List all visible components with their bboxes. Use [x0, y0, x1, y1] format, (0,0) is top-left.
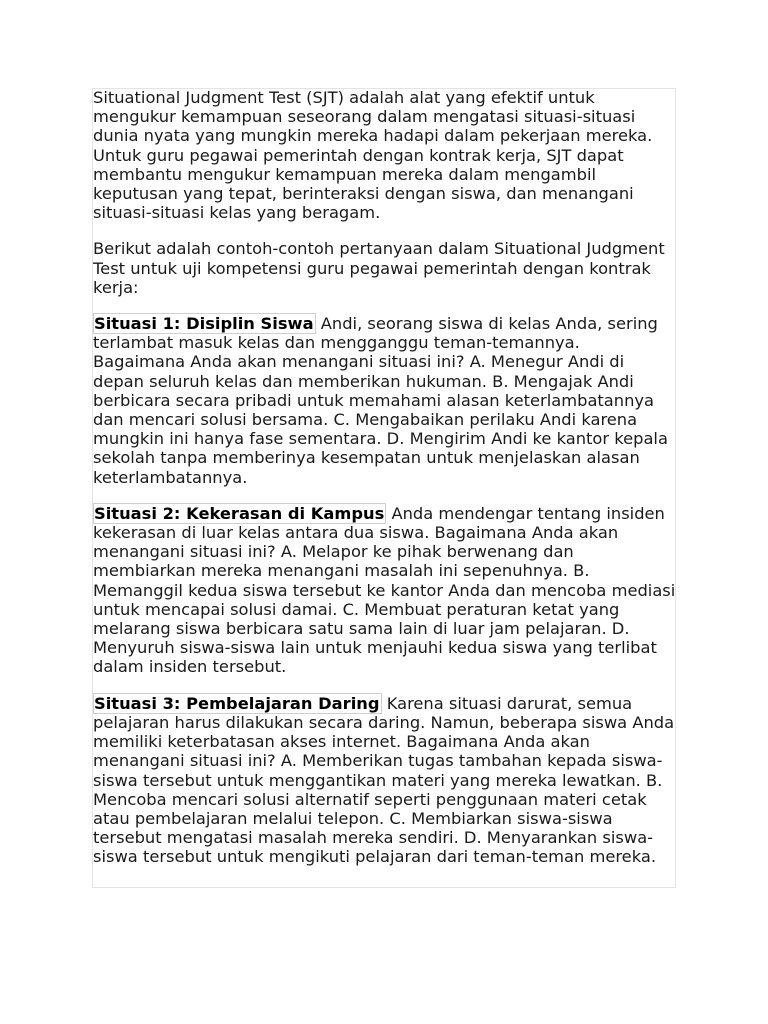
document-body: [93, 88, 677, 884]
situation-3-text: Karena situasi darurat, semua pelajaran harus dilakukan secara daring. Namun, beberapa siswa Anda memiliki keterbatasan akses internet. Bagaimana Anda akan menangani situasi ini? A. Memberikan tugas tambahan kepada siswa-siswa tersebut untuk menggantikan materi yang mereka lewatkan. B. Mencoba mencari solusi alternatif seperti penggunaan materi cetak atau pembelajaran melalui telepon. C. Membiarkan siswa-siswa tersebut mengatasi masalah mereka sendiri. D. Menyarankan siswa-siswa tersebut untuk mengikuti pelajaran dari teman-teman mereka.: [93, 693, 675, 867]
situation-3-heading: Situasi 3: Pembelajaran Daring: [94, 693, 380, 713]
intro-paragraph: Situational Judgment Test (SJT) adalah alat yang efektif untuk mengukur kemampuan seseorang dalam mengatasi situasi-situasi dunia nyata yang mungkin mereka hadapi dalam pekerjaan mereka. Untuk guru pegawai pemerintah dengan kontrak kerja, SJT dapat membantu mengukur kemampuan mereka dalam mengambil keputusan yang tepat, berinteraksi dengan siswa, dan menangani situasi-situasi kelas yang beragam.: [93, 88, 653, 223]
situation-2-text: Anda mendengar tentang insiden kekerasan di luar kelas antara dua siswa. Bagaimana Anda akan menangani situasi ini? A. Melapor ke pihak berwenang dan membiarkan mereka menangani masalah ini sepenuhnya. B. Memanggil kedua siswa tersebut ke kantor Anda dan mencoba mediasi untuk mencapai solusi damai. C. Membuat peraturan ketat yang melarang siswa berbicara satu sama lain di luar jam pelajaran. D. Menyuruh siswa-siswa lain untuk menjauhi kedua siswa yang terlibat dalam insiden tersebut.: [93, 503, 676, 677]
situation-3: [93, 694, 677, 867]
situation-1: [93, 314, 677, 487]
situation-1-text: Andi, seorang siswa di kelas Anda, sering terlambat masuk kelas dan mengganggu teman-temannya. Bagaimana Anda akan menangani situasi ini? A. Menegur Andi di depan seluruh kelas dan memberikan hukuman. B. Mengajak Andi berbicara secara pribadi untuk memahami alasan keterlambatannya dan mencari solusi bersama. C. Mengabaikan perilaku Andi karena mungkin ini hanya fase sementara. D. Mengirim Andi ke kantor kepala sekolah tanpa memberinya kesempatan untuk menjelaskan alasan keterlambatannya.: [93, 314, 668, 487]
situation-1-heading: Situasi 1: Disiplin Siswa: [94, 314, 314, 334]
lead-paragraph: Berikut adalah contoh-contoh pertanyaan dalam Situational Judgment Test untuk uji kompetensi guru pegawai pemerintah dengan kontrak kerja:: [93, 239, 665, 297]
situation-2-heading: Situasi 2: Kekerasan di Kampus: [94, 503, 385, 523]
situation-2: [93, 504, 677, 677]
